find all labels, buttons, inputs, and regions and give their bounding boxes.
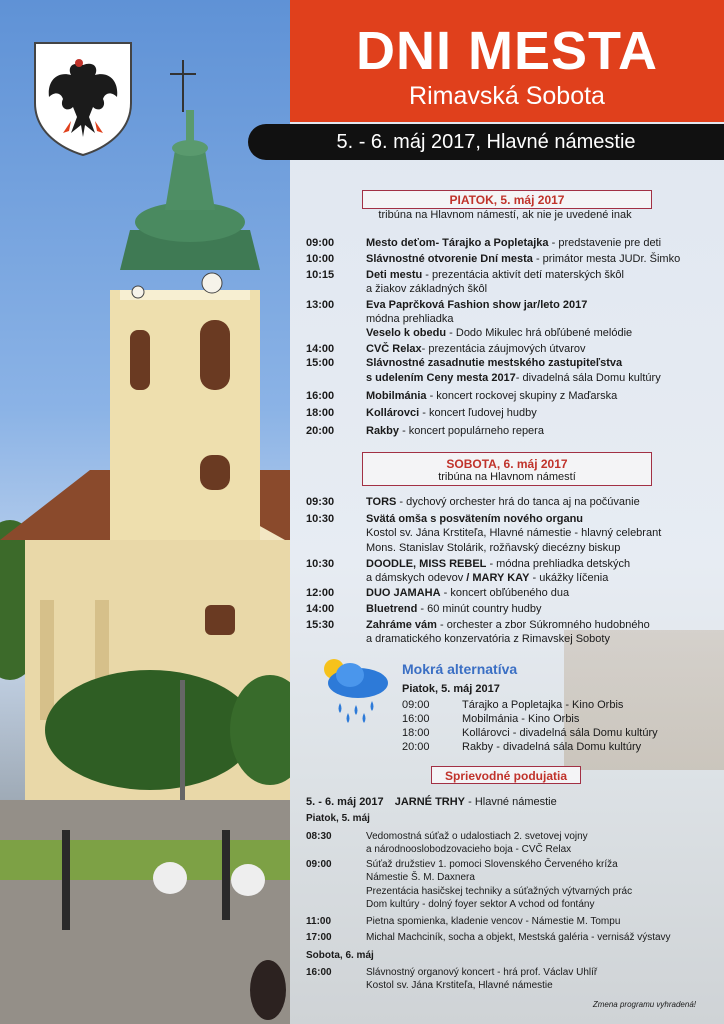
saturday-item-time: 14:00 [306,603,335,615]
title-banner [290,0,724,122]
saturday-item-time: 12:00 [306,587,335,599]
side-friday-item-text [366,931,724,944]
side-saturday-label: Sobota, 6. máj [306,950,374,961]
program-note: Zmena programu vyhradená! [592,1000,696,1009]
side-friday-item-desc: Prezentácia hasičskej techniky a súťažných výtvarných prác [366,886,633,897]
friday-item-desc-line2: a žiakov základných škôl [366,283,488,295]
fair-dates: 5. - 6. máj 2017 [306,796,384,808]
friday-item-title: Rakby [366,425,400,437]
side-friday-item-text [366,830,724,856]
friday-item-time: 10:15 [306,269,335,281]
side-friday-item-time: 17:00 [306,932,332,943]
saturday-item-text [366,586,724,600]
saturday-heading: SOBOTA, 6. máj 2017 [446,457,568,471]
side-saturday-item-desc-line2: Kostol sv. Jána Krstiteľa, Hlavné námestie [366,980,553,991]
saturday-item-title: Zahráme vám [366,619,437,631]
friday-item-text [366,406,724,420]
friday-item-title: Slávnostné otvorenie Dní mesta [366,253,533,265]
friday-item-desc: - prezentácia záujmových útvarov [421,343,586,355]
friday-item-text [366,424,724,438]
saturday-item-text [366,632,724,646]
saturday-item-text [366,512,724,526]
friday-item-text [366,342,724,356]
saturday-item-desc: a dramatického konzervatória z Rimavskej Soboty [366,633,610,645]
alternative-text: Kollárovci - divadelná sála Domu kultúry [462,727,658,739]
saturday-item-text [366,618,724,632]
saturday-item-desc: - 60 minút country hudby [417,603,542,615]
side-friday-item-desc-line2: a národnooslobodzovacieho boja - CVČ Relax [366,844,572,855]
alternative-time: 09:00 [402,699,430,711]
side-friday-item-time: 08:30 [306,831,332,842]
saturday-item-time: 10:30 [306,558,335,570]
friday-subheading: tribúna na Hlavnom námestí, ak nie je uvedené inak [378,209,632,221]
side-friday-item-desc: Vedomostná súťaž o udalostiach 2. svetovej vojny [366,831,588,842]
friday-item-desc: - koncert rockovej skupiny z Maďarska [426,390,618,402]
alternative-time: 16:00 [402,713,430,725]
saturday-subheading: tribúna na Hlavnom námestí [438,471,576,483]
side-saturday-item-text [366,966,724,992]
saturday-item-desc-2: - ukážky líčenia [529,572,609,584]
side-friday-item-desc-line2: Dom kultúry - dolný foyer sektor A vchod od fontány [366,899,595,910]
saturday-item-desc: - módna prehliadka detských [486,558,631,570]
friday-item-text [366,371,724,385]
side-friday-item-text [366,915,724,928]
friday-item-desc: - predstavenie pre deti [548,237,662,249]
saturday-item-text [366,526,724,540]
friday-item-title: s udelením Ceny mesta 2017 [366,372,516,384]
saturday-item-text [366,557,724,571]
side-friday-item-desc-line2: Námestie Š. M. Daxnera [366,872,475,883]
fair-line [306,796,557,808]
side-friday-item-time: 11:00 [306,916,332,927]
saturday-item-time: 10:30 [306,513,335,525]
friday-item-time: 09:00 [306,237,335,249]
saturday-item-text [366,495,724,509]
side-events-heading: Sprievodné podujatia [444,769,567,783]
friday-item-desc: - Dodo Mikulec hrá obľúbené melódie [446,327,633,339]
saturday-item-time: 09:30 [306,496,335,508]
friday-item-desc-line2: módna prehliadka [366,313,454,325]
friday-item-title: CVČ Relax [366,343,422,355]
rain-cloud-icon [320,655,392,725]
side-saturday-item-time: 16:00 [306,967,332,978]
side-events-heading-box [431,766,581,784]
friday-item-title: Deti mestu [366,269,423,281]
friday-item-text [366,252,724,266]
friday-item-text [366,236,724,250]
saturday-item-desc: - orchester a zbor Súkromného hudobného [436,619,650,631]
alternative-text: Tárajko a Popletajka - Kino Orbis [462,699,624,711]
friday-item-time: 14:00 [306,343,335,355]
alternative-time: 18:00 [402,727,430,739]
friday-item-title: Mesto deťom- Tárajko a Popletajka [366,237,549,249]
alternative-text: Mobilmánia - Kino Orbis [462,713,580,725]
friday-item-title: Mobilmánia [366,390,427,402]
side-saturday-item-desc: Slávnostný organový koncert - hrá prof. Václav Uhlíř [366,967,598,978]
side-friday-item-desc: Pietna spomienka, kladenie vencov - Námestie M. Tompu [366,916,621,927]
friday-item-text [366,389,724,403]
friday-item-desc: - divadelná sála Domu kultúry [515,372,661,384]
alternative-title: Mokrá alternatíva [402,661,518,677]
city-crest-icon [33,41,133,157]
friday-item-title: Veselo k obedu [366,327,447,339]
alternative-text: Rakby - divadelná sála Domu kultúry [462,741,642,753]
friday-item-time: 16:00 [306,390,335,402]
date-band: 5. - 6. máj 2017, Hlavné námestie [248,124,724,160]
side-friday-item-time: 09:00 [306,859,332,870]
fair-name: JARNÉ TRHY [394,796,466,808]
saturday-item-desc: - dychový orchester hrá do tanca aj na počúvanie [396,496,640,508]
friday-item-time: 13:00 [306,299,335,311]
saturday-item-desc: Mons. Stanislav Stolárik, rožňavský diecézny biskup [366,542,621,554]
saturday-item-title: Bluetrend [366,603,418,615]
alternative-time: 20:00 [402,741,430,753]
saturday-item-text [366,541,724,555]
city-name: Rimavská Sobota [409,82,605,110]
friday-item-text [366,298,724,326]
side-friday-label: Piatok, 5. máj [306,813,370,824]
friday-heading: PIATOK, 5. máj 2017 [449,193,565,207]
friday-item-text [366,356,724,370]
saturday-item-text [366,602,724,616]
friday-item-title: Eva Paprčková Fashion show jar/leto 2017 [366,299,588,311]
fair-place: - Hlavné námestie [468,796,557,808]
saturday-item-title: TORS [366,496,397,508]
saturday-item-title: Svätá omša s posvätením nového organu [366,513,584,525]
side-friday-item-text [366,858,724,884]
friday-item-time: 20:00 [306,425,335,437]
side-friday-item-desc: Súťaž družstiev 1. pomoci Slovenského Červeného kríža [366,859,618,870]
friday-item-desc: - prezentácia aktivít detí materských škôl [422,269,624,281]
saturday-item-time: 15:30 [306,619,335,631]
friday-item-time: 10:00 [306,253,335,265]
page-title: DNI MESTA [356,21,658,81]
saturday-item-text [366,571,724,585]
friday-item-desc: - koncert ľudovej hudby [419,407,537,419]
friday-heading-box [362,190,652,209]
saturday-item-desc: Kostol sv. Jána Krstiteľa, Hlavné námestie - hlavný celebrant [366,527,662,539]
friday-item-time: 18:00 [306,407,335,419]
friday-item-title: Kollárovci [366,407,420,419]
friday-item-desc: - koncert populárneho repera [399,425,544,437]
saturday-item-title: DUO JAMAHA [366,587,441,599]
alternative-day: Piatok, 5. máj 2017 [402,683,500,695]
side-friday-item-text [366,885,724,911]
saturday-item-title-2: / MARY KAY [466,572,530,584]
saturday-item-desc: - koncert obľúbeného dua [440,587,570,599]
side-friday-item-desc: Michal Machciník, socha a objekt, Mestská galéria - vernisáž výstavy [366,932,671,943]
friday-item-title: Slávnostné zasadnutie mestského zastupiteľstva [366,357,623,369]
friday-item-desc: - primátor mesta JUDr. Šimko [532,253,681,265]
friday-item-text [366,268,724,296]
friday-item-time: 15:00 [306,357,335,369]
saturday-item-desc: a dámskych odevov [366,572,467,584]
saturday-item-title: DOODLE, MISS REBEL [366,558,487,570]
friday-item-text [366,326,724,340]
